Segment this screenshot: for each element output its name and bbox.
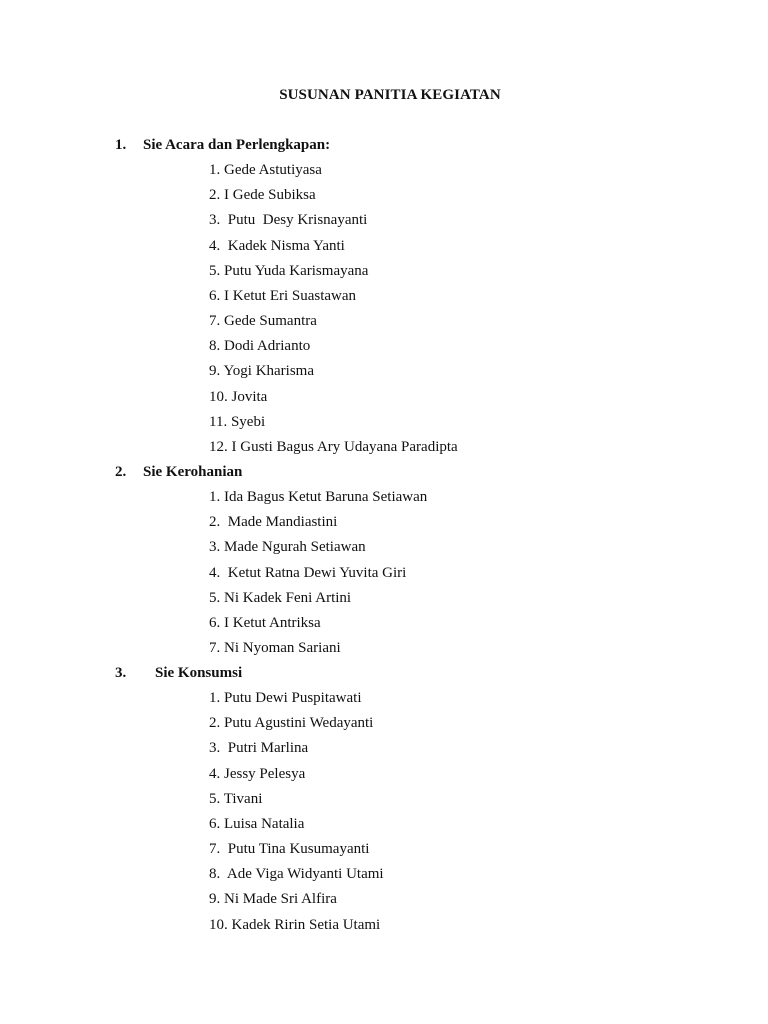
member-list-item: 3. Made Ngurah Setiawan [209, 539, 366, 555]
member-list-item: 9. Yogi Kharisma [209, 363, 315, 379]
member-list-item: 4. Ketut Ratna Dewi Yuvita Giri [209, 565, 407, 581]
document-title: SUSUNAN PANITIA KEGIATAN [279, 87, 501, 103]
member-list-item: 1. Ida Bagus Ketut Baruna Setiawan [209, 489, 428, 505]
member-list-item: 6. Luisa Natalia [209, 816, 305, 832]
member-list-item: 12. I Gusti Bagus Ary Udayana Paradipta [209, 439, 458, 455]
section-title: Sie Acara dan Perlengkapan: [143, 137, 331, 153]
member-list-item: 8. Ade Viga Widyanti Utami [209, 866, 384, 882]
section-heading [115, 137, 330, 157]
member-list-item: 5. Tivani [209, 791, 263, 807]
section-number: 3. [115, 665, 127, 681]
member-list-item: 1. Gede Astutiyasa [209, 162, 322, 178]
section-heading [115, 464, 242, 484]
member-list-item: 1. Putu Dewi Puspitawati [209, 690, 362, 706]
section-heading [115, 665, 242, 685]
member-list-item: 10. Kadek Ririn Setia Utami [209, 917, 381, 933]
member-list-item: 6. I Ketut Eri Suastawan [209, 288, 357, 304]
member-list-item: 8. Dodi Adrianto [209, 338, 311, 354]
member-list-item: 5. Ni Kadek Feni Artini [209, 590, 352, 606]
section-title: Sie Konsumsi [155, 665, 243, 681]
section-number: 2. [115, 464, 127, 480]
member-list-item: 6. I Ketut Antriksa [209, 615, 321, 631]
member-list-item: 4. Kadek Nisma Yanti [209, 238, 345, 254]
member-list-item: 10. Jovita [209, 389, 268, 405]
member-list-item: 7. Gede Sumantra [209, 313, 317, 329]
member-list-item: 2. Putu Agustini Wedayanti [209, 715, 374, 731]
member-list-item: 4. Jessy Pelesya [209, 766, 306, 782]
member-list-item: 7. Putu Tina Kusumayanti [209, 841, 370, 857]
member-list-item: 9. Ni Made Sri Alfira [209, 891, 337, 907]
member-list-item: 5. Putu Yuda Karismayana [209, 263, 369, 279]
member-list-item: 3. Putu Desy Krisnayanti [209, 212, 368, 228]
member-list-item: 7. Ni Nyoman Sariani [209, 640, 341, 656]
member-list-item: 11. Syebi [209, 414, 266, 430]
member-list-item: 3. Putri Marlina [209, 740, 309, 756]
member-list-item: 2. I Gede Subiksa [209, 187, 316, 203]
member-list-item: 2. Made Mandiastini [209, 514, 338, 530]
section-number: 1. [115, 137, 127, 153]
section-title: Sie Kerohanian [143, 464, 243, 480]
